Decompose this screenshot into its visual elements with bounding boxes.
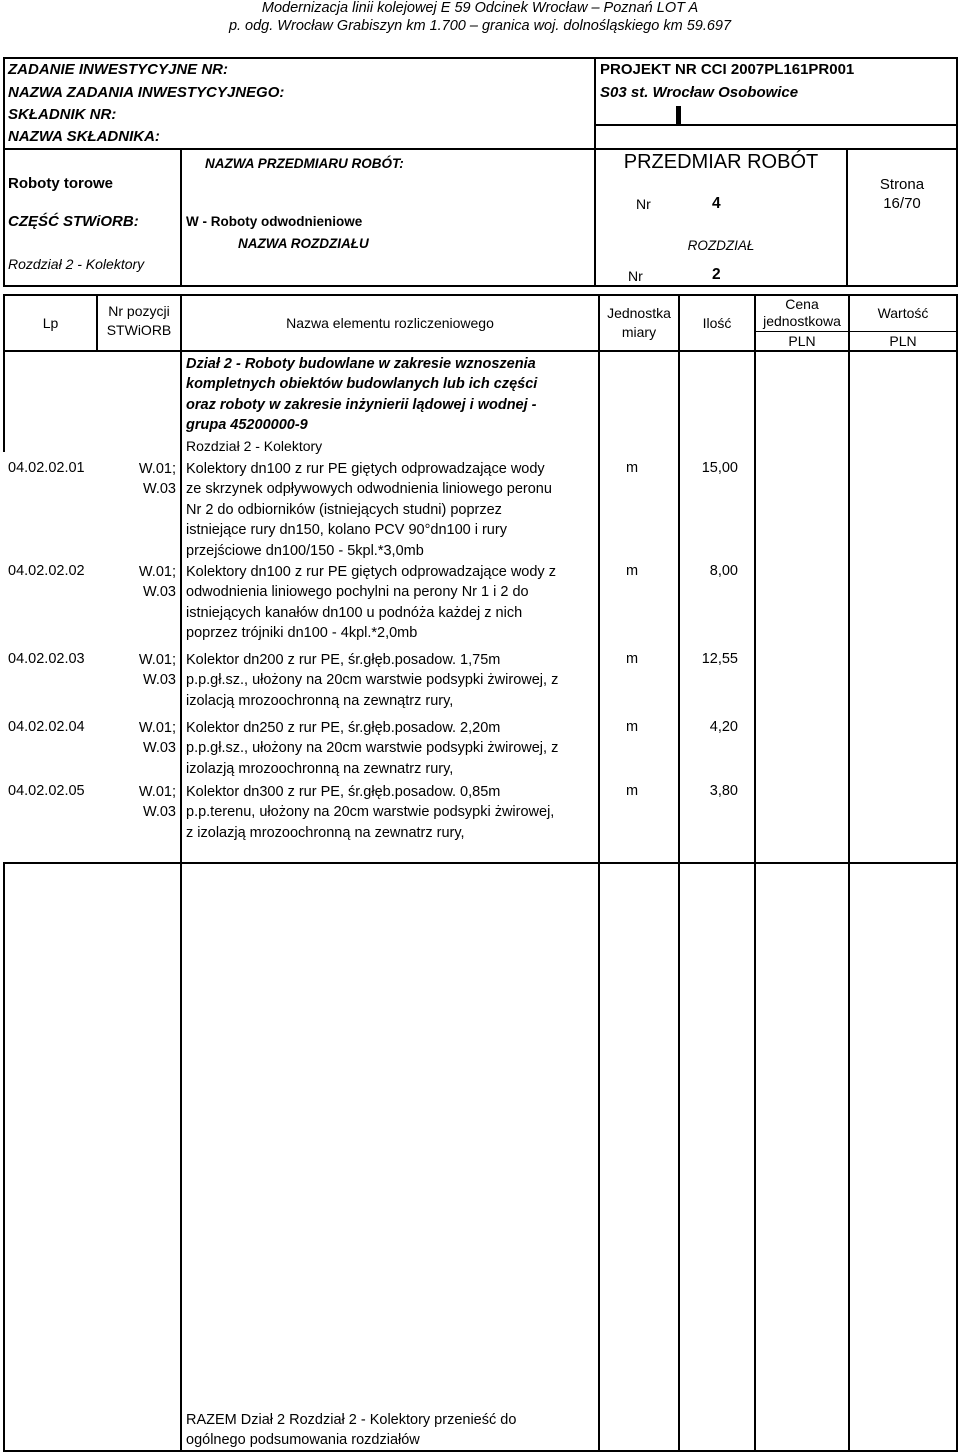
col-lp: Lp [42,315,59,331]
item-lp: 04.02.02.05 [8,783,85,799]
dzial-line: oraz roboty w zakresie inżynierii lądowej i wodnej - [186,396,537,413]
nr-label: Nr [636,196,651,212]
roboty-type: Roboty torowe [8,175,113,192]
stwiorb-code: W.03 [142,672,176,689]
desc-line: Kolektor dn300 z rur PE, śr.głęb.posadow. 0,85m [186,784,501,800]
item-desc [186,459,598,561]
desc-line: Kolektory dn100 z rur PE giętych odprowadzające wody [186,461,545,477]
desc-line: z izolazją mrozoochronną na zewnatrz rury, [186,824,465,841]
desc-line: poprzez trójniki dn100 - 4kpl.*2,0mb [186,625,418,642]
stwiorb-code: W.03 [142,584,176,601]
strona-label: Strona [879,176,925,193]
section-dzial [186,354,598,436]
station-name: S03 st. Wrocław Osobowice [600,84,799,101]
przedmiar-name: W - Roboty odwodnieniowe [186,214,363,229]
project-line-2: p. odg. Wrocław Grabiszyn km 1.700 – granica woj. dolnośląskiego km 59.697 [228,18,732,34]
item-unit: m [626,460,639,476]
projekt-number: PROJEKT NR CCI 2007PL161PR001 [600,61,855,78]
nr-value: 4 [712,195,721,212]
stwiorb-code: W.01; [138,564,176,580]
desc-line: Kolektor dn200 z rur PE, śr.głęb.posadow. 1,75m [186,652,501,668]
desc-line: ze skrzynek odpływowych odwodnienia liniowego peronu [186,481,552,498]
footer-line: RAZEM Dział 2 Rozdział 2 - Kolektory przenieść do [186,1412,517,1428]
strona-value: 16/70 [883,195,921,212]
item-qty: 8,00 [709,563,738,579]
item-desc [186,782,598,843]
item-unit: m [626,719,639,735]
przedmiar-title: PRZEDMIAR ROBÓT [623,151,819,173]
desc-line: Kolektor dn250 z rur PE, śr.głęb.posadow. 2,20m [186,720,501,736]
stwiorb-code: W.03 [142,804,176,821]
rozdzial-nr-value: 2 [712,266,721,283]
project-line-1: Modernizacja linii kolejowej E 59 Odcinek Wrocław – Poznań LOT A [261,0,699,16]
footer-line: ogólnego podsumowania rozdziałów [186,1432,420,1449]
desc-line: p.p.gł.sz., ułożony na 20cm warstwie podsypki żwirowej, z [186,740,559,757]
rozdzial-label: ROZDZIAŁ [687,238,755,253]
nazwa-rozdzialu-label: NAZWA ROZDZIAŁU [238,236,369,251]
item-stwiorb [100,459,176,500]
item-lp: 04.02.02.01 [8,460,85,476]
item-qty: 12,55 [701,651,738,667]
czesc-stwiorb-label: CZĘŚĆ STWiORB: [8,213,139,230]
item-unit: m [626,783,639,799]
item-lp: 04.02.02.04 [8,719,85,735]
nazwa-przedmiaru-label: NAZWA PRZEDMIARU ROBÓT: [205,156,404,171]
item-lp: 04.02.02.02 [8,563,85,579]
stwiorb-code: W.03 [142,740,176,757]
desc-line: izolazją mrozoochronną na zewnatrz rury, [186,760,454,777]
skladnik-label: SKŁADNIK NR: [8,106,117,123]
col-nr-pozycji: Nr pozycji [108,303,170,319]
col-cena-unit: PLN [788,333,816,349]
dzial-line: kompletnych obiektów budowlanych lub ich części [186,376,538,393]
desc-line: p.p.gł.sz., ułożony na 20cm warstwie podsypki żwirowej, z [186,672,559,689]
col-ilosc: Ilość [702,315,732,331]
col-jednostkowa: jednostkowa [763,313,841,329]
zadanie-label: ZADANIE INWESTYCYJNE NR: [8,61,229,78]
item-qty: 4,20 [709,719,738,735]
item-desc [186,718,598,779]
desc-line: istniejących kanałów dn100 u podnóża każdej z nich [186,604,523,621]
desc-line: istniejące rury dn150, kolano PCV 90°dn100 i rury [186,522,507,539]
nazwa-skladnika-label: NAZWA SKŁADNIKA: [8,128,160,145]
col-nazwa: Nazwa elementu rozliczeniowego [286,315,494,331]
item-desc [186,650,598,711]
rozdzial-left: Rozdział 2 - Kolektory [8,256,145,272]
item-unit: m [626,563,639,579]
col-wartosc-unit: PLN [889,333,917,349]
rozdzial-nr-label: Nr [628,268,643,284]
item-stwiorb [100,650,176,691]
desc-line: przejściowe dn100/150 - 5kpl.*3,0mb [186,542,424,559]
stwiorb-code: W.03 [142,481,176,498]
col-miary: miary [621,324,657,340]
stwiorb-code: W.01; [138,784,176,800]
item-stwiorb [100,562,176,603]
col-cena: Cena [785,296,819,312]
dzial-line: grupa 45200000-9 [186,417,308,434]
item-unit: m [626,651,639,667]
stwiorb-code: W.01; [138,461,176,477]
stwiorb-code: W.01; [138,652,176,668]
desc-line: izolacją mrozoochronną na zewnątrz rury, [186,692,454,709]
item-stwiorb [100,718,176,759]
item-qty: 15,00 [701,460,738,476]
item-lp: 04.02.02.03 [8,651,85,667]
dzial-line: Dział 2 - Roboty budowlane w zakresie wznoszenia [186,356,536,372]
col-jednostka: Jednostka [607,305,671,321]
item-qty: 3,80 [709,783,738,799]
desc-line: Kolektory dn100 z rur PE giętych odprowadzające wody z [186,564,556,580]
nazwa-zadania-label: NAZWA ZADANIA INWESTYCYJNEGO: [8,84,285,101]
item-stwiorb [100,782,176,823]
desc-line: Nr 2 do odbiorników (istniejących studni) poprzez [186,501,502,518]
section-rozdzial: Rozdział 2 - Kolektory [186,438,323,454]
item-desc [186,562,598,644]
col-wartosc: Wartość [877,305,929,321]
footer-summary [186,1410,598,1451]
col-stwiorb: STWiORB [106,322,172,338]
desc-line: p.p.terenu, ułożony na 20cm warstwie podsypki żwirowej, [186,804,555,821]
desc-line: odwodnienia liniowego pochylni na perony Nr 1 i 2 do [186,584,529,601]
stwiorb-code: W.01; [138,720,176,736]
